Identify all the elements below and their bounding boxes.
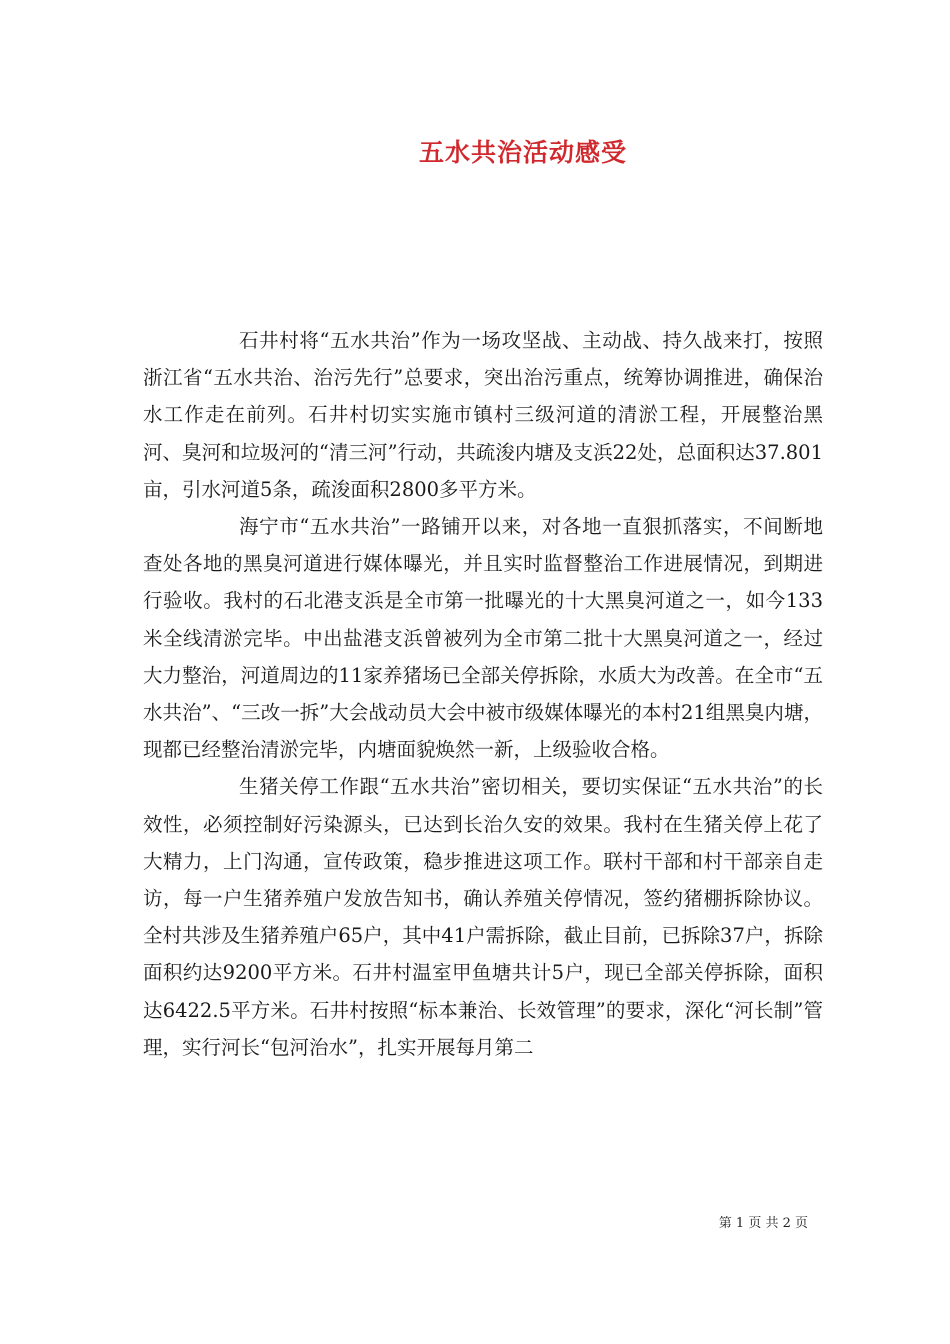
document-body	[143, 322, 823, 1066]
document-title-text: 五水共治活动感受	[418, 138, 627, 167]
paragraph-2: 海宁市“五水共治”一路铺开以来，对各地一直狠抓落实，不间断地查处各地的黑臭河道进行媒体曝光，并且实时监督整治工作进展情况，到期进行验收。我村的石北港支浜是全市第一批曝光的十大黑臭河道之一，如今133米全线清淤完毕。中出盐港支浜曾被列为全市第二批十大黑臭河道之一，经过大力整治，河道周边的11家养猪场已全部关停拆除，水质大为改善。在全市“五水共治”、“三改一拆”大会战动员大会中被市级媒体曝光的本村21组黑臭内塘，现都已经整治清淤完毕，内塘面貌焕然一新，上级验收合格。	[143, 515, 823, 762]
paragraph-3: 生猪关停工作跟“五水共治”密切相关，要切实保证“五水共治”的长效性，必须控制好污染源头，已达到长治久安的效果。我村在生猪关停上花了大精力，上门沟通，宣传政策，稳步推进这项工作。联村干部和村干部亲自走访，每一户生猪养殖户发放告知书，确认养殖关停情况，签约猪棚拆除协议。全村共涉及生猪养殖户65户，其中41户需拆除，截止目前，已拆除37户，拆除面积约达9200平方米。石井村温室甲鱼塘共计5户，现已全部关停拆除，面积达6422.5平方米。石井村按照“标本兼治、长效管理”的要求，深化“河长制”管理，实行河长“包河治水”，扎实开展每月第二	[143, 775, 823, 1059]
paragraph-1: 石井村将“五水共治”作为一场攻坚战、主动战、持久战来打，按照浙江省“五水共治、治污先行”总要求，突出治污重点，统筹协调推进，确保治水工作走在前列。石井村切实实施市镇村三级河道的清淤工程，开展整治黑河、臭河和垃圾河的“清三河”行动，共疏浚内塘及支浜22处，总面积达37.801亩，引水河道5条，疏浚面积2800多平方米。	[143, 329, 823, 501]
document-title	[0, 133, 950, 169]
page-number-footer: 第 1 页 共 2 页	[718, 1216, 808, 1231]
